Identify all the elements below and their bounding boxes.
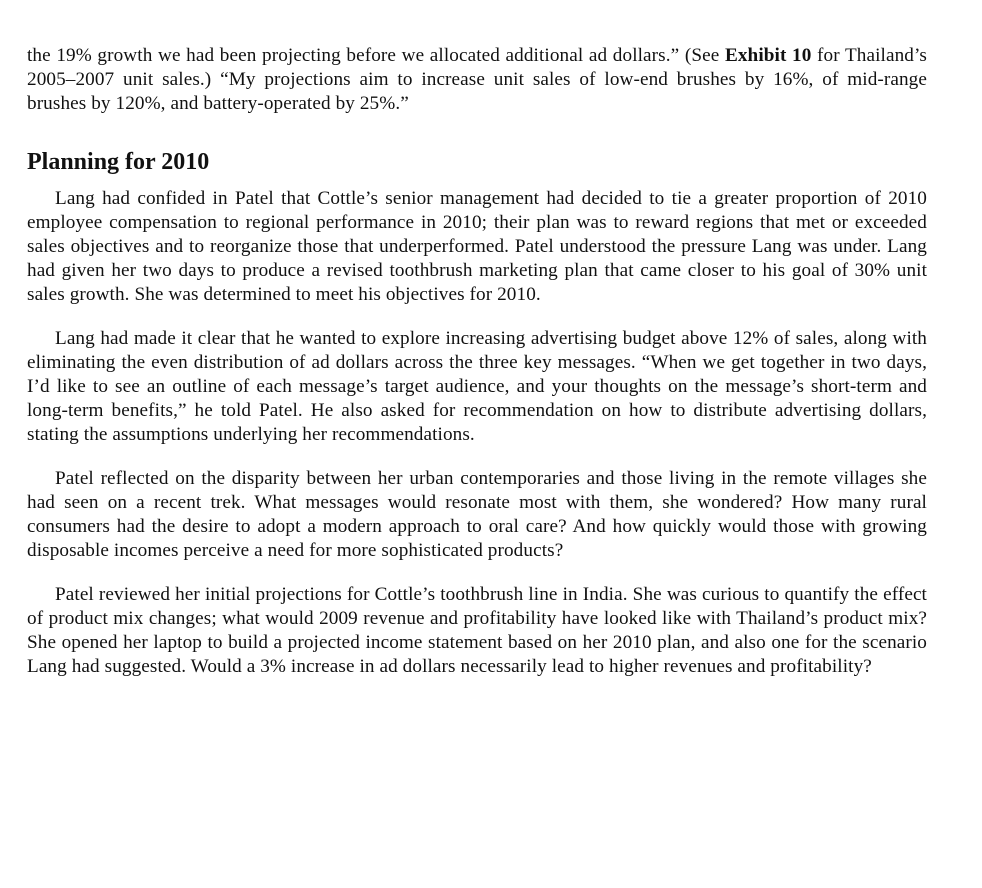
body-paragraph-4: Patel reviewed her initial projections for Cottle’s toothbrush line in India. She was curious to quantify the effect of product mix changes; what would 2009 revenue and profitability have looked like with Thailand’s product mix? She opened her laptop to build a projected income statement based on her 2010 plan, and also one for the scenario Lang had suggested. Would a 3% increase in ad dollars necessarily lead to higher revenues and profitability?: [27, 584, 927, 677]
intro-paragraph: [27, 44, 927, 116]
body-paragraph-2: Lang had made it clear that he wanted to explore increasing advertising budget above 12% of sales, along with eliminating the even distribution of ad dollars across the three key messages. “When we get together in two days, I’d like to see an outline of each message’s target audience, and your thoughts on the message’s short-term and long-term benefits,” he told Patel. He also asked for recommendation on how to distribute advertising dollars, stating the assumptions underlying her recommendations.: [27, 328, 927, 445]
body-paragraph-3: Patel reflected on the disparity between her urban contemporaries and those living in the remote villages she had seen on a recent trek. What messages would resonate most with them, she wondered? How many rural consumers had the desire to adopt a modern approach to oral care? And how quickly would those with growing disposable incomes perceive a need for more sophisticated products?: [27, 468, 927, 561]
exhibit-reference: Exhibit 10: [724, 45, 812, 66]
body-paragraph-1: Lang had confided in Patel that Cottle’s senior management had decided to tie a greater proportion of 2010 employee compensation to regional performance in 2010; their plan was to reward regions that met or exceeded sales objectives and to reorganize those that underperformed. Patel understood the pressure Lang was under. Lang had given her two days to produce a revised toothbrush marketing plan that came closer to his goal of 30% unit sales growth. She was determined to meet his objectives for 2010.: [27, 188, 927, 305]
intro-text-part1: the 19% growth we had been projecting before we allocated additional ad dollars.” (See: [27, 45, 725, 66]
section-heading: Planning for 2010: [27, 149, 210, 175]
document-page: [27, 44, 927, 699]
intro-text-part2: for Thailand’s 2005–2007 unit sales.) “My projections aim to increase unit sales of low-end brushes by 16%, of mid-range brushes by 120%, and battery-operated by 25%.”: [27, 45, 927, 114]
